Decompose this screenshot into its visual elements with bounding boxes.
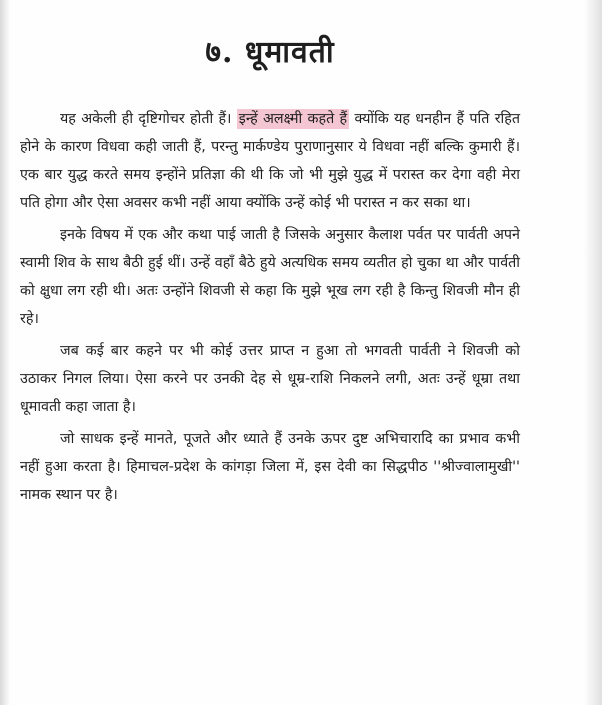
page-content [20,30,520,513]
page-edge-shadow-left [0,0,10,705]
paragraph-1-intro: यह अकेली ही दृष्टिगोचर होती हैं। [60,111,232,127]
paragraph-1 [20,105,520,217]
paragraph-3 [20,337,520,421]
page-edge-shadow-right [584,0,602,705]
paragraph-4 [20,425,520,509]
paragraph-3-text: जब कई बार कहने पर भी कोई उत्तर प्राप्त न हुआ तो भगवती पार्वती ने शिवजी को उठाकर निगल लिया। ऐसा करने पर उनकी देह से धूम्र-राशि निकलने लगी, अतः उन्हें धूम्रा तथा धूमावती कहा जाता है। [20,343,520,415]
paragraph-2-text: इनके विषय में एक और कथा पाई जाती है जिसके अनुसार कैलाश पर्वत पर पार्वती अपने स्वामी शिव के साथ बैठी हुई थीं। उन्हें वहाँ बैठे हुये अत्यधिक समय व्यतीत हो चुका था और पार्वती को क्षुधा लग रही थी। अतः उन्होंने शिवजी से कहा कि मुझे भूख लग रही है किन्तु शिवजी मौन ही रहे। [20,227,520,327]
highlighted-phrase: इन्हें अलक्ष्मी कहते हैं [238,111,348,127]
paragraph-4-text: जो साधक इन्हें मानते, पूजते और ध्याते हैं उनके ऊपर दुष्ट अभिचारादि का प्रभाव कभी नहीं हुआ करता है। हिमाचल-प्रदेश के कांगड़ा जिला में, इस देवी का सिद्धपीठ ''श्रीज्वालामुखी'' नामक स्थान पर है। [20,431,520,503]
paragraph-1-rest: क्योंकि यह धनहीन हैं पति रहित होने के कारण विधवा कही जाती हैं, परन्तु मार्कण्डेय पुराणानुसार ये विधवा नहीं बल्कि कुमारी हैं। एक बार युद्ध करते समय इन्होंने प्रतिज्ञा की थी कि जो भी मुझे युद्ध में परास्त कर देगा वही मेरा पति होगा और ऐसा अवसर कभी नहीं आया क्योंकि उन्हें कोई भी परास्त न कर सका था। [20,111,520,211]
chapter-title: ७. धूमावती [205,35,335,70]
paragraph-2 [20,221,520,333]
